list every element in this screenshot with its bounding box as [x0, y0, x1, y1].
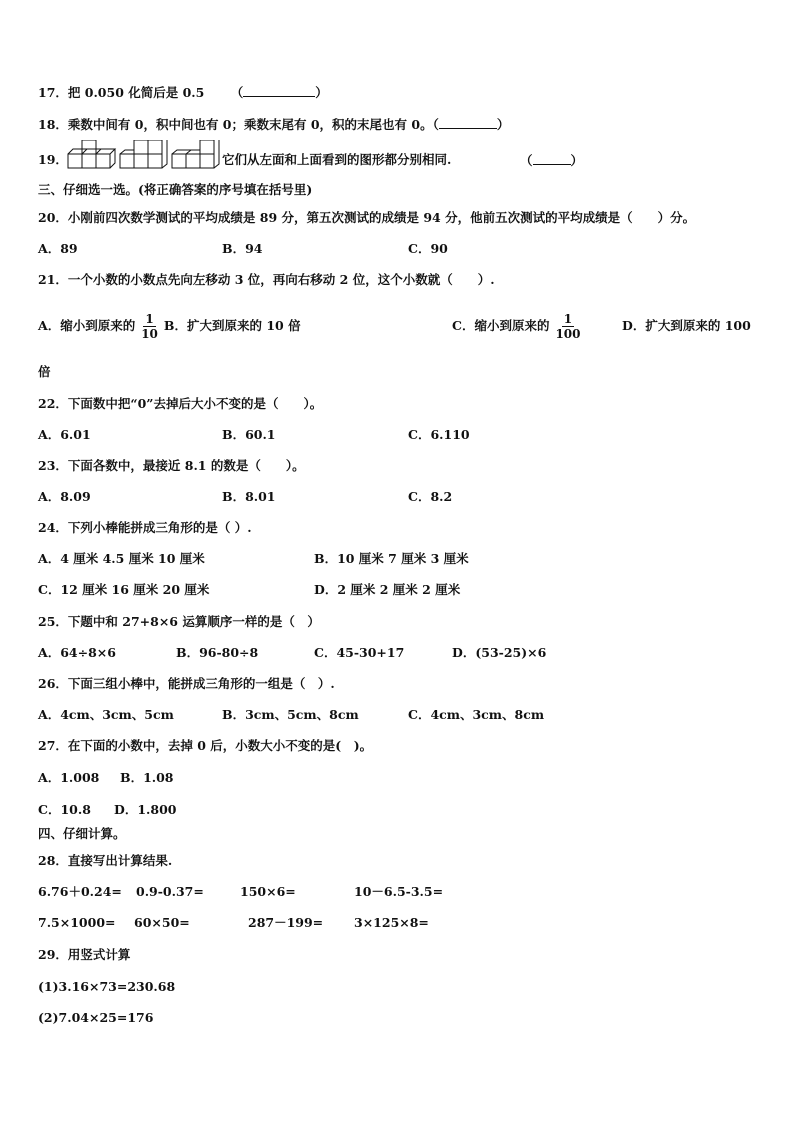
- calc-item: 150×6=: [240, 884, 296, 899]
- question-text: 在下面的小数中，去掉 0 后，小数大小不变的是( )。: [67, 738, 373, 753]
- option-a[interactable]: A．64÷8×6: [38, 645, 116, 660]
- question-text: 一个小数的小数点先向左移动 3 位，再向右移动 2 位，这个小数就（ ）.: [67, 272, 495, 287]
- question-19-answer: [520, 152, 583, 169]
- fraction-1-10: [139, 312, 160, 341]
- option-b[interactable]: B．8.01: [222, 489, 276, 504]
- option-a[interactable]: A．4cm、3cm、5cm: [38, 707, 174, 722]
- paren-close: ）: [496, 117, 510, 132]
- question-text: 下面各数中，最接近 8.1 的数是（ ）。: [67, 458, 305, 473]
- calc-item: 60×50=: [134, 915, 190, 930]
- option-d[interactable]: D．扩大到原来的 100: [622, 318, 751, 333]
- question-number: 23．: [38, 458, 68, 473]
- option-c[interactable]: C．6.110: [408, 427, 470, 442]
- option-a[interactable]: A．6.01: [38, 427, 91, 442]
- question-text: 乘数中间有 0，积中间也有 0；乘数末尾有 0，积的末尾也有 0。（: [67, 117, 439, 132]
- option-b[interactable]: B．扩大到原来的 10 倍: [163, 318, 301, 333]
- question-number: 21．: [38, 272, 68, 287]
- option-b[interactable]: B．3cm、5cm、8cm: [222, 707, 359, 722]
- calc-item: 6.76＋0.24=: [38, 884, 122, 899]
- question-number: 25．: [38, 614, 68, 629]
- question-17: [38, 84, 328, 101]
- question-19-number: [38, 152, 68, 168]
- option-c[interactable]: C．45-30+17: [314, 645, 405, 660]
- cube-figure-3: [172, 140, 219, 168]
- section-3-heading: 三、仔细选一选。(将正确答案的序号填在括号里): [38, 182, 313, 197]
- option-c[interactable]: C．90: [408, 241, 448, 256]
- option-b[interactable]: B．96-80÷8: [176, 645, 259, 660]
- vertical-calc-item-2: (2)7.04×25=176: [38, 1010, 154, 1025]
- answer-blank[interactable]: [243, 84, 315, 97]
- paren-open: （: [520, 153, 533, 168]
- option-a-text: A．缩小到原来的: [38, 318, 136, 333]
- question-text: 小刚前四次数学测试的平均成绩是 89 分，第五次测试的成绩是 94 分，他前五次测试的平均成绩是（ ）分。: [67, 210, 696, 225]
- question-text: 用竖式计算: [67, 947, 131, 962]
- question-21: [38, 272, 495, 288]
- option-a[interactable]: A．89: [38, 241, 78, 256]
- option-c[interactable]: C．4cm、3cm、8cm: [408, 707, 545, 722]
- question-number: 27．: [38, 738, 68, 753]
- question-22: [38, 396, 322, 412]
- fraction-denominator: 100: [555, 327, 581, 341]
- question-text: 下列小棒能拼成三角形的是（ ）.: [67, 520, 252, 535]
- question-text: 把 0.050 化简后是 0.5: [67, 85, 205, 100]
- question-23: [38, 458, 305, 474]
- option-b[interactable]: B．10 厘米 7 厘米 3 厘米: [314, 551, 469, 566]
- option-b[interactable]: B．1.08: [120, 770, 174, 785]
- paren-close: ）: [315, 85, 328, 100]
- question-number: 28．: [38, 853, 68, 868]
- question-text: 直接写出计算结果.: [67, 853, 173, 868]
- question-number: 24．: [38, 520, 68, 535]
- question-text: 下面数中把“0”去掉后大小不变的是（ ）。: [67, 396, 323, 411]
- calc-item: 3×125×8=: [354, 915, 429, 930]
- option-a[interactable]: A．4 厘米 4.5 厘米 10 厘米: [38, 551, 205, 566]
- option-c[interactable]: C．8.2: [408, 489, 453, 504]
- cube-figure-1: [68, 140, 115, 168]
- option-c-text: C．缩小到原来的: [452, 318, 550, 333]
- cube-figures: [66, 140, 220, 176]
- question-27: [38, 738, 372, 754]
- question-29: [38, 947, 130, 963]
- calc-item: 7.5×1000=: [38, 915, 116, 930]
- question-number: 19．: [38, 152, 68, 167]
- question-text: 它们从左面和上面看到的图形都分别相同.: [222, 152, 452, 167]
- option-d[interactable]: D．2 厘米 2 厘米 2 厘米: [314, 582, 461, 597]
- calc-item: 287－199=: [248, 915, 324, 930]
- option-d[interactable]: D．1.800: [114, 802, 177, 817]
- option-c[interactable]: C．12 厘米 16 厘米 20 厘米: [38, 582, 210, 597]
- vertical-calc-item-1: (1)3.16×73=230.68: [38, 979, 176, 994]
- option-c[interactable]: [452, 308, 587, 344]
- fraction-numerator: 1: [145, 312, 154, 326]
- cube-figure-2: [120, 140, 167, 168]
- calc-item: 10－6.5-3.5=: [354, 884, 444, 899]
- paren-close: ）: [570, 153, 584, 168]
- question-number: 29．: [38, 947, 68, 962]
- fraction-denominator: 10: [141, 327, 158, 341]
- question-text: 下题中和 27+8×6 运算顺序一样的是（ ）: [67, 614, 320, 629]
- question-20: [38, 210, 695, 226]
- option-d-continuation: 倍: [38, 364, 51, 379]
- calc-item: 0.9-0.37=: [136, 884, 204, 899]
- fraction-1-100: [553, 312, 582, 341]
- option-a[interactable]: [38, 308, 301, 344]
- question-number: 20．: [38, 210, 68, 225]
- option-a[interactable]: A．1.008: [38, 770, 100, 785]
- question-number: 17．: [38, 85, 68, 100]
- section-4-heading: 四、仔细计算。: [38, 826, 126, 841]
- question-25: [38, 614, 320, 630]
- question-number: 26．: [38, 676, 68, 691]
- option-b[interactable]: B．94: [222, 241, 263, 256]
- question-18: [38, 116, 509, 133]
- question-28: [38, 853, 172, 869]
- option-b[interactable]: B．60.1: [222, 427, 276, 442]
- fraction-numerator: 1: [563, 312, 573, 326]
- answer-blank[interactable]: [533, 152, 571, 165]
- question-text: 下面三组小棒中，能拼成三角形的一组是（ ）.: [67, 676, 335, 691]
- question-number: 18．: [38, 117, 68, 132]
- question-26: [38, 676, 335, 692]
- paren-open: （: [230, 85, 244, 100]
- question-19-text: [222, 152, 451, 168]
- question-number: 22．: [38, 396, 68, 411]
- question-24: [38, 520, 252, 536]
- answer-blank[interactable]: [439, 116, 497, 129]
- option-c[interactable]: C．10.8: [38, 802, 91, 817]
- option-a[interactable]: A．8.09: [38, 489, 91, 504]
- option-d[interactable]: D．(53-25)×6: [452, 645, 547, 660]
